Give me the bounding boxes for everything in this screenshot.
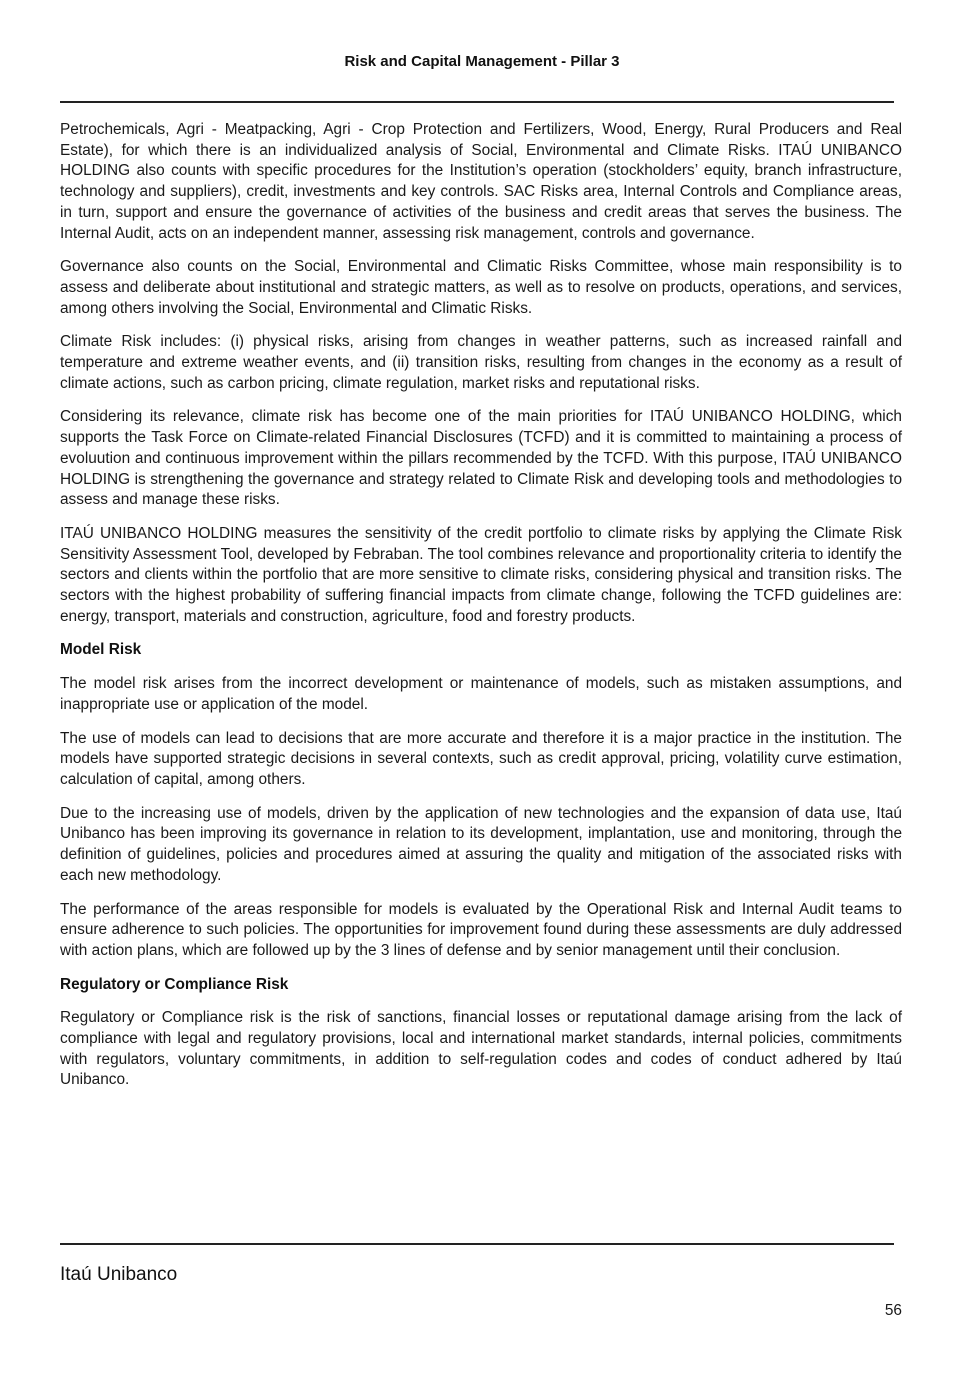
body-paragraph: Governance also counts on the Social, Environmental and Climatic Risks Committee, whose main responsibility is to assess and deliberate about institutional and strategic matters, as well as to resolve on products, operations, and services, among others involving the Social, Environmental and Climatic Risks. xyxy=(60,258,902,317)
page-header-title: Risk and Capital Management - Pillar 3 xyxy=(344,53,620,70)
body-paragraph: Regulatory or Compliance risk is the risk of sanctions, financial losses or reputational damage arising from the lack of compliance with legal and regulatory provisions, local and international market standards, internal policies, commitments with regulators, voluntary commitments, in addition to self-regulation codes and codes of conduct adhered by Itaú Unibanco. xyxy=(60,1009,902,1089)
body-paragraph: The model risk arises from the incorrect development or maintenance of models, such as mistaken assumptions, and inappropriate use or application of the model. xyxy=(60,675,902,713)
footer-company-name: Itaú Unibanco xyxy=(60,1264,178,1285)
section-heading-model-risk: Model Risk xyxy=(60,641,142,659)
body-paragraph: Due to the increasing use of models, driven by the application of new technologies and the expansion of data use, Itaú Unibanco has been improving its governance in relation to its development, implantation, use and monitoring, through the definition of guidelines, policies and procedures aimed at assuring the quality and mitigation of the associated risks with each new methodology. xyxy=(60,804,902,884)
header-divider xyxy=(60,101,894,103)
page-number: 56 xyxy=(884,1302,902,1319)
body-paragraph: The use of models can lead to decisions that are more accurate and therefore it is a major practice in the institution. The models have supported strategic decisions in several contexts, such as credit approval, pricing, volatility curve estimation, calculation of capital, among others. xyxy=(60,729,902,788)
section-heading-compliance-risk: Regulatory or Compliance Risk xyxy=(60,975,289,993)
body-paragraph: Climate Risk includes: (i) physical risks, arising from changes in weather patterns, such as increased rainfall and temperature and extreme weather events, and (ii) transition risks, resulting from changes in the economy as a result of climate actions, such as carbon pricing, climate regulation, market risks and reputational risks. xyxy=(60,333,902,392)
body-paragraph: The performance of the areas responsible for models is evaluated by the Operational Risk and Internal Audit teams to ensure adherence to such policies. The opportunities for improvement found during these assessments are duly addressed with action plans, which are followed up by the 3 lines of defense and by senior management until their conclusion. xyxy=(60,900,902,959)
body-paragraph: Petrochemicals, Agri - Meatpacking, Agri - Crop Protection and Fertilizers, Wood, Energy, Rural Producers and Real Estate), for which there is an individualized analysis of Social, Environmental and Climate Risks. ITAÚ UNIBANCO HOLDING also counts with specific procedures for the Institution’s operation (stockholders’ equity, branch infrastructure, technology and suppliers), credit, investments and key controls. SAC Risks area, Internal Controls and Compliance areas, in turn, support and ensure the governance of activities of the business and credit areas that serves the business. The Internal Audit, acts on an independent manner, assessing risk management, controls and governance. xyxy=(60,121,902,242)
page-body xyxy=(60,120,902,1104)
body-paragraph: Considering its relevance, climate risk has become one of the main priorities for ITAÚ UNIBANCO HOLDING, which supports the Task Force on Climate-related Financial Disclosures (TCFD) and it is committed to maintaining a process of evoluution and continuous improvement within the pillars recommended by the TCFD. With this purpose, ITAÚ UNIBANCO HOLDING is strengthening the governance and strategy related to Climate Risk and developing tools and methodologies to assess and manage these risks. xyxy=(60,408,902,509)
body-paragraph: ITAÚ UNIBANCO HOLDING measures the sensitivity of the credit portfolio to climate risks by applying the Climate Risk Sensitivity Assessment Tool, developed by Febraban. The tool combines relevance and proportionality criteria to identify the sectors and clients within the portfolio that are more sensitive to climate risks, considering physical and transition risks. The sectors with the highest probability of suffering financial impacts from climate change, following the TCFD guidelines are: energy, transport, materials and construction, agriculture, food and forestry products. xyxy=(60,524,902,625)
footer-divider xyxy=(60,1243,894,1245)
